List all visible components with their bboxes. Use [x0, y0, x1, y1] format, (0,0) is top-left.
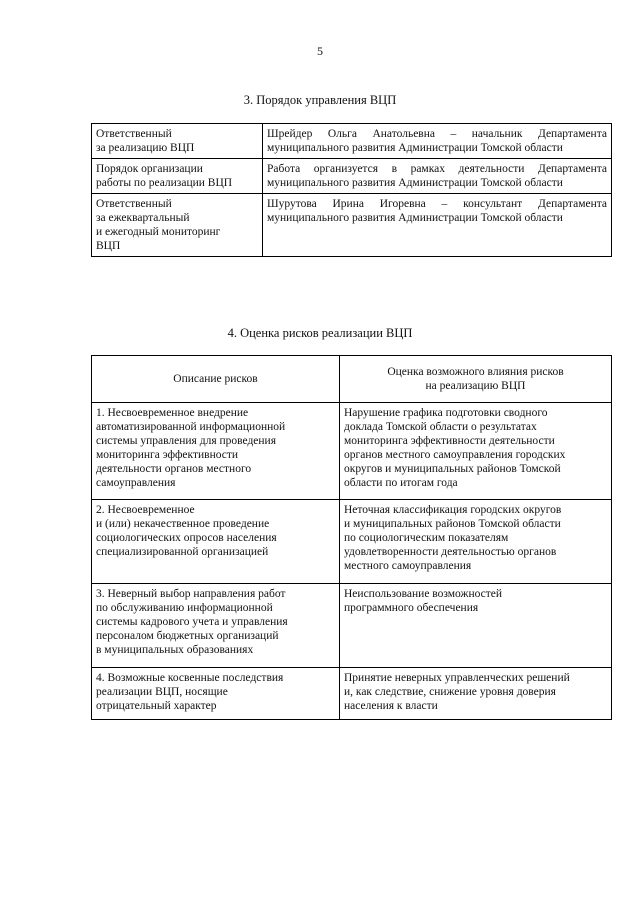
organization-value: Работа организуется в рамках деятельности Департамента муниципального развития Администрации Томской области	[263, 159, 612, 194]
table-row	[92, 584, 612, 668]
impact-cell: Принятие неверных управленческих решений и, как следствие, снижение уровня доверия населения к власти	[340, 668, 612, 720]
responsible-value: Шрейдер Ольга Анатольевна – начальник Департамента муниципального развития Администрации Томской области	[263, 124, 612, 159]
risk-cell: 1. Несвоевременное внедрение автоматизированной информационной системы управления для проведения мониторинга эффективности деятельности органов местного самоуправления	[92, 403, 340, 500]
risk-cell: 3. Неверный выбор направления работ по обслуживанию информационной системы кадрового учета и управления персоналом бюджетных организаций в муниципальных образованиях	[92, 584, 340, 668]
impact-cell: Неиспользование возможностей программного обеспечения	[340, 584, 612, 668]
risk-table	[91, 355, 612, 720]
page-number: 5	[317, 44, 323, 58]
table-row	[92, 159, 612, 194]
management-table	[91, 123, 612, 257]
table-row	[92, 124, 612, 159]
responsible-label: Ответственный за реализацию ВЦП	[92, 124, 263, 159]
risk-cell: 2. Несвоевременное и (или) некачественное проведение социологических опросов населения специализированной организацией	[92, 500, 340, 584]
organization-label: Порядок организации работы по реализации ВЦП	[92, 159, 263, 194]
table-row	[92, 403, 612, 500]
monitoring-value: Шурутова Ирина Игоревна – консультант Департамента муниципального развития Администрации Томской области	[263, 194, 612, 257]
impact-cell: Неточная классификация городских округов и муниципальных районов Томской области по социологическим показателям удовлетворенности деятельностью органов местного самоуправления	[340, 500, 612, 584]
section-3-title: 3. Порядок управления ВЦП	[243, 93, 397, 107]
table-row	[92, 194, 612, 257]
impact-column-header: Оценка возможного влияния рисков на реализацию ВЦП	[340, 356, 612, 403]
impact-cell: Нарушение графика подготовки сводного доклада Томской области о результатах мониторинга эффективности деятельности органов местного самоуправления городских округов и муниципальных районов Томской области по итогам года	[340, 403, 612, 500]
table-row	[92, 668, 612, 720]
risk-cell: 4. Возможные косвенные последствия реализации ВЦП, носящие отрицательный характер	[92, 668, 340, 720]
monitoring-label: Ответственный за ежеквартальный и ежегодный мониторинг ВЦП	[92, 194, 263, 257]
table-header-row	[92, 356, 612, 403]
table-row	[92, 500, 612, 584]
section-4-title: 4. Оценка рисков реализации ВЦП	[227, 326, 413, 340]
risk-column-header: Описание рисков	[92, 356, 340, 403]
